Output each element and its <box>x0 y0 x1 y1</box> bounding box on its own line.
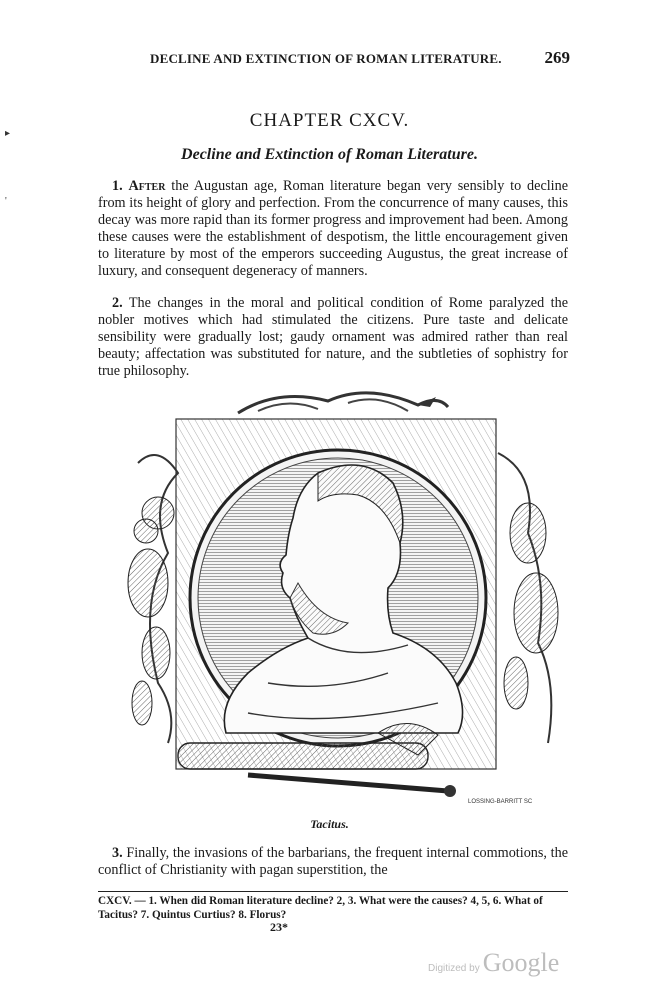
margin-mark: ' <box>5 196 7 207</box>
figure-caption: Tacitus. <box>310 817 349 831</box>
paragraph-number: 1. <box>112 178 123 194</box>
paragraph-text: The changes in the moral and political condition of Rome paralyzed the nobler motives which had stimulated the citizens. Pure taste and delicate sensibility were gradually lost; gaudy ornament was admired rather than real beauty; affectation was substituted for nature, and the subtleties of sophistry for true philosophy. <box>98 295 568 379</box>
google-watermark <box>428 948 559 978</box>
right-foliage <box>498 453 558 743</box>
chapter-subtitle: Decline and Extinction of Roman Literature. <box>181 146 478 163</box>
running-head <box>150 48 570 68</box>
signature-mark: 23* <box>270 920 288 934</box>
paragraph-2 <box>98 295 568 380</box>
paragraph-number: 3. <box>112 845 123 861</box>
left-foliage <box>128 455 178 743</box>
running-title: DECLINE AND EXTINCTION OF ROMAN LITERATURE. <box>150 51 502 66</box>
tacitus-engraving <box>118 383 566 811</box>
paragraph-lead-word: After <box>128 178 166 194</box>
page-number: 269 <box>544 48 570 67</box>
footnote: CXCV. — 1. When did Roman literature decline? 2, 3. What were the causes? 4, 5, 6. What of Tacitus? 7. Quintus Curtius? 8. Florus? <box>98 895 543 921</box>
paragraph-number: 2. <box>112 295 123 311</box>
margin-mark: ▸ <box>5 128 11 139</box>
paragraph-text: Finally, the invasions of the barbarians, the frequent internal commotions, the conflict of Christianity with pagan superstition, the <box>98 845 568 878</box>
chapter-title: CHAPTER CXCV. <box>249 110 410 131</box>
paragraph-text: the Augustan age, Roman literature began very sensibly to decline from its height of glory and perfection. From the concurrence of many causes, this decay was more rapid than its former progress and improvement had been. Among these causes were the establishment of despotism, the little encouragement given to literature by most of the emperors succeeding Augustus, the great increase of luxury, and consequent degeneracy of manners. <box>98 178 569 279</box>
paragraph-3 <box>98 845 568 879</box>
watermark-prefix: Digitized by <box>428 963 480 974</box>
footnote-rule <box>98 891 568 892</box>
engraver-credit: LOSSING-BARRITT SC <box>468 799 533 805</box>
paragraph-1 <box>98 178 568 280</box>
google-logo: Google <box>482 948 560 977</box>
